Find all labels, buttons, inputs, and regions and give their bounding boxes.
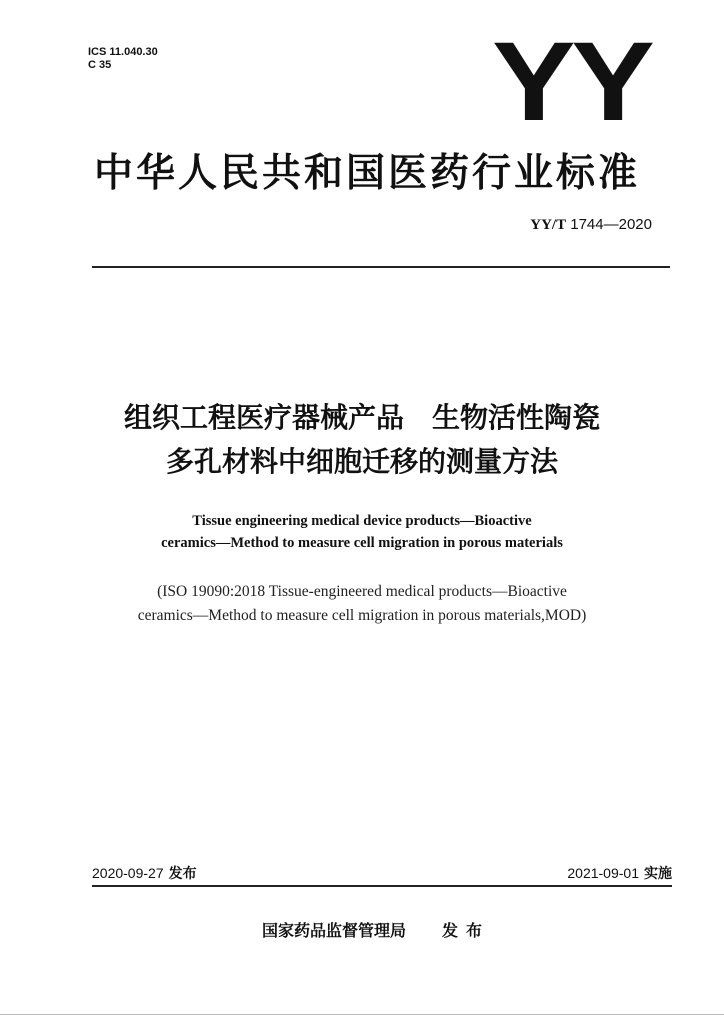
chinese-title-line-2: 多孔材料中细胞迁移的测量方法 <box>165 445 558 478</box>
footer-divider <box>92 885 672 887</box>
english-title <box>0 510 724 554</box>
implementation-date-value: 2021-09-01 <box>567 865 639 881</box>
english-title-line-1: Tissue engineering medical device products—Bioactive <box>192 513 532 529</box>
publisher <box>262 920 490 942</box>
ccs-code: C 35 <box>88 59 112 71</box>
issue-date <box>92 864 197 882</box>
implementation-date-label: 实施 <box>644 865 672 881</box>
organization-title: 中华人民共和国医药行业标准 <box>94 151 641 196</box>
ics-code: ICS 11.040.30 <box>88 46 158 58</box>
issue-date-label: 发布 <box>168 865 197 881</box>
standard-prefix: YY/T <box>530 217 567 233</box>
publisher-name: 国家药品监督管理局 <box>262 921 407 940</box>
implementation-date <box>567 864 672 882</box>
standard-number <box>530 216 652 234</box>
standard-code: 1744—2020 <box>570 216 652 233</box>
scan-edge-line <box>0 1014 724 1015</box>
iso-reference <box>0 580 724 628</box>
header-divider <box>92 266 670 268</box>
iso-reference-line-1: (ISO 19090:2018 Tissue-engineered medical products—Bioactive <box>157 583 567 600</box>
classification-codes <box>88 46 158 72</box>
chinese-title <box>0 396 724 484</box>
issue-date-value: 2020-09-27 <box>92 865 164 881</box>
chinese-title-line-1: 组织工程医疗器械产品 生物活性陶瓷 <box>123 401 600 434</box>
publisher-action: 发布 <box>442 921 491 940</box>
iso-reference-line-2: ceramics—Method to measure cell migration in porous materials,MOD) <box>137 607 587 624</box>
english-title-line-2: ceramics—Method to measure cell migration in porous materials <box>161 535 563 551</box>
yy-logo: YY <box>492 19 651 144</box>
